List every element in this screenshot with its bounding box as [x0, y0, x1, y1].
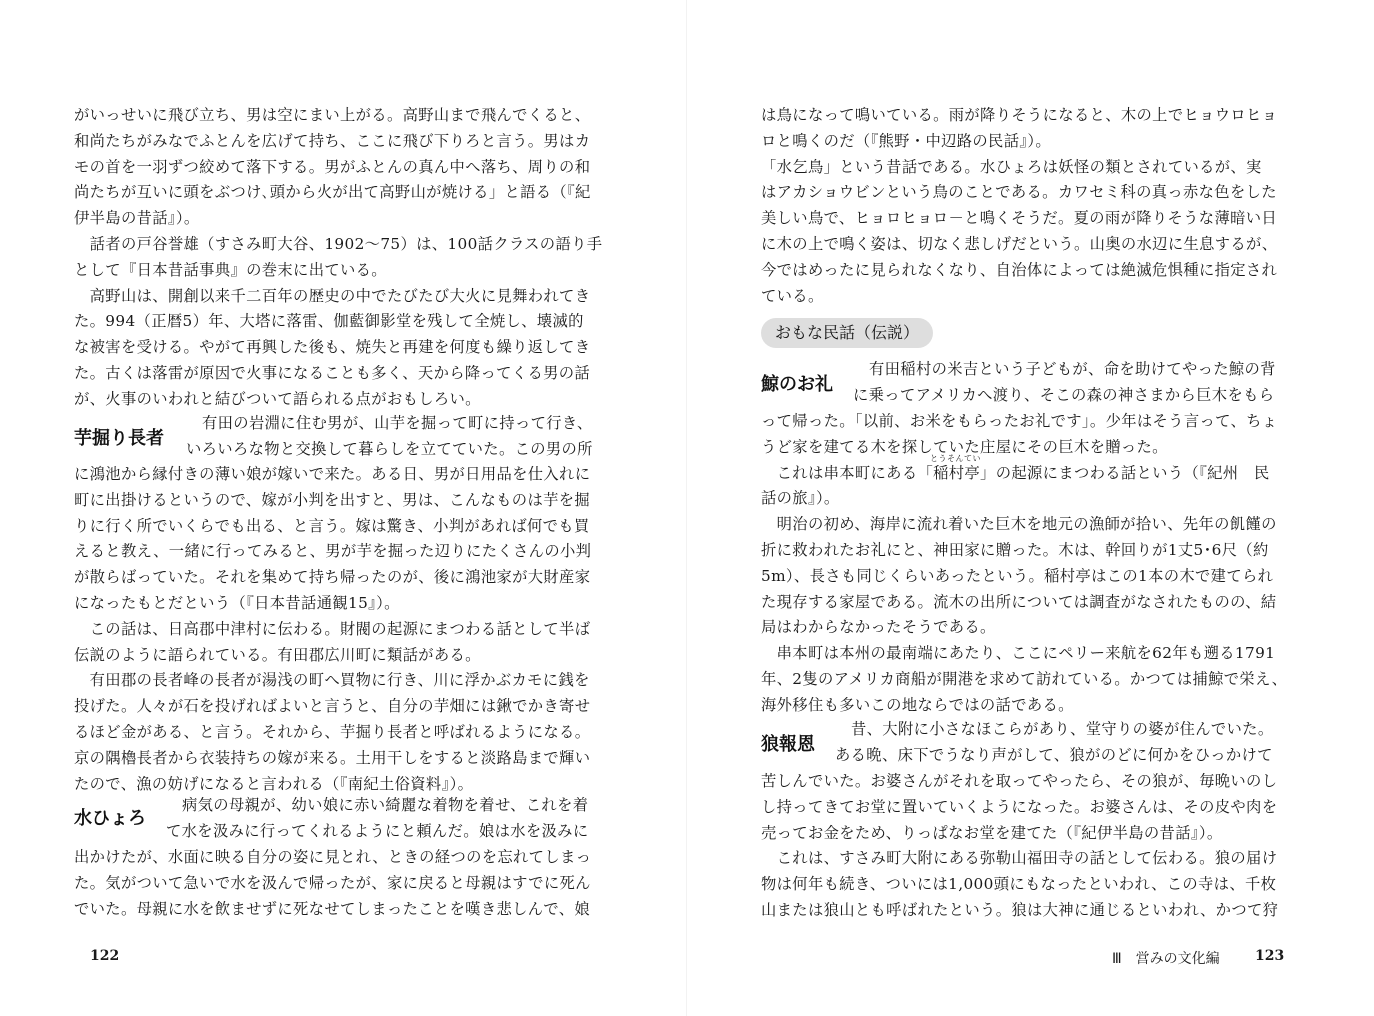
text-line: ている。	[761, 286, 824, 305]
text-line: な被害を受ける。やがて再興した後も、焼失と再建を何度も繰り返してき	[74, 338, 591, 357]
text-line: 尚たちが互いに頭をぶつけ､頭から火が出て高野山が焼ける」と語る（『紀	[74, 183, 591, 202]
text-line: て水を汲みに行ってくれるようにと頼んだ。娘は水を汲みに	[166, 822, 589, 840]
text-line: 今ではめったに見られなくなり、自治体によっては絶滅危惧種に指定され	[761, 260, 1278, 279]
ruby-annotation: とうそんてい	[930, 454, 981, 463]
text-line: 町に出掛けるというので、嫁が小判を出すと、男は、こんなものは芋を掘	[74, 490, 591, 509]
text-line: が散らばっていた。それを集めて持ち帰ったのが、後に鴻池家が大財産家	[74, 568, 591, 587]
text-line: が、火事のいわれと結びついて語られる点がおもしろい。	[74, 389, 481, 408]
text-line: 串本町は本州の最南端にあたり、ここにペリー来航を62年も遡る1791	[761, 644, 1276, 663]
text-line: これは串本町にある「稲村亭」の起源にまつわる話という（『紀州 民	[761, 463, 1270, 482]
text-line: 話者の戸谷誉雄（すさみ町大谷、1902～75）は、100話クラスの語り手	[74, 235, 603, 253]
text-line: でいた。母親に水を飲ませずに死なせてしまったことを嘆き悲しんで、娘	[74, 899, 591, 918]
footer-section-title: Ⅲ 営みの文化編	[1112, 951, 1220, 967]
text-line: えると教え、一緒に行ってみると、男が芋を掘った辺りにたくさんの小判	[74, 542, 592, 561]
text-line: た現存する家屋である。流木の出所については調査がなされたものの、結	[761, 592, 1277, 611]
text-line: いろいろな物と交換して暮らしを立てていた。この男の所	[186, 440, 593, 458]
text-line: 話の旅』）。	[761, 489, 840, 508]
heading-mizuhyoro: 水ひょろ	[74, 808, 146, 829]
text-line: 物は何年も続き、ついには1,000頭にもなったといわれ、この寺は、千枚	[761, 875, 1277, 894]
text-line: 有田郡の長者峰の長者が湯浅の町へ買物に行き、川に浮かぶカモに銭を	[74, 671, 590, 690]
text-line: この話は、日高郡中津村に伝わる。財閥の起源にまつわる話として半ば	[74, 619, 591, 638]
text-line: 高野山は、開創以来千二百年の歴史の中でたびたび大火に見舞われてき	[74, 286, 591, 305]
text-line: るほど金がある、と言う。それから、芋掘り長者と呼ばれるようになる。	[74, 723, 591, 741]
text-line: がいっせいに飛び立ち、男は空にまい上がる。高野山まで飛んでくると、	[74, 106, 591, 124]
page-number: 123	[1255, 948, 1285, 964]
text-line: し持ってきてお堂に置いていくようになった。お婆さんは、その皮や肉を	[761, 797, 1278, 816]
text-line: 山または狼山とも呼ばれたという。狼は大神に通じるといわれ、かつて狩	[761, 901, 1279, 919]
text-line: 「水乞鳥」という昔話である。水ひょろは妖怪の類とされているが、実	[761, 157, 1262, 176]
text-line: 昔、大附に小さなほこらがあり、堂守りの婆が住んでいた。	[851, 720, 1274, 738]
text-line: 伝説のように語られている。有田郡広川町に類話がある。	[74, 645, 481, 664]
text-line: に鴻池から縁付きの薄い娘が嫁いで来た。ある日、男が日用品を仕入れに	[74, 465, 591, 483]
text-line: として『日本昔話事典』の巻末に出ている。	[74, 260, 387, 279]
text-line: 有田稲村の米吉という子どもが、命を助けてやった鯨の背	[869, 360, 1276, 378]
text-line: 海外移住も多いこの地ならではの話である。	[761, 695, 1074, 714]
text-line: た。古くは落雷が原因で火事になることも多く、天から降ってくる男の話	[74, 364, 591, 382]
text-line: 伊半島の昔話』）。	[74, 209, 200, 228]
text-line: た。994（正暦5）年、大塔に落雷、伽藍御影堂を残して全焼し、壊滅的	[74, 312, 584, 331]
text-line: に乗ってアメリカへ渡り、そこの森の神さまから巨木をもら	[853, 386, 1275, 404]
text-line: 売ってお金をため、りっぱなお堂を建てた（『紀伊半島の昔話』）。	[761, 823, 1223, 842]
text-line: ロと鳴くのだ（『熊野・中辺路の民話』）。	[761, 131, 1051, 150]
text-line: 出かけたが、水面に映る自分の姿に見とれ、ときの経つのを忘れてしまっ	[74, 848, 592, 866]
text-line: 京の隅櫓長者から衣装持ちの嫁が来る。土用干しをすると淡路島まで輝い	[74, 748, 591, 767]
text-line: 投げた。人々が石を投げればよいと言うと、自分の芋畑には鍬でかき寄せ	[74, 697, 591, 716]
text-line: モの首を一羽ずつ絞めて落下する。男がふとんの真ん中へ落ち、周りの和	[74, 157, 591, 176]
text-line: たので、漁の妨げになると言われる（『南紀土俗資料』）。	[74, 774, 474, 793]
text-line: 折に救われたお礼にと、神田家に贈った。木は、幹回りが1丈5･6尺（約	[761, 541, 1269, 559]
text-line: 苦しんでいた。お婆さんがそれを取ってやったら、その狼が、毎晩いのし	[761, 772, 1278, 790]
text-line: 年、2隻のアメリカ商船が開港を求めて訪れている。かつては捕鯨で栄え、	[761, 670, 1288, 688]
heading-imohori-choja: 芋掘り長者	[74, 428, 164, 449]
text-line: 和尚たちがみなでふとんを広げて持ち、ここに飛び下りろと言う。男はカ	[74, 131, 591, 150]
text-line: りに行く所でいくらでも出る、と言う。嫁は驚き、小判があれば何でも買	[74, 516, 590, 535]
text-line: 明治の初め、海岸に流れ着いた巨木を地元の漁師が拾い、先年の飢饉の	[761, 515, 1277, 534]
section-label-pill: おもな民話（伝説）	[761, 318, 933, 348]
text-line: 病気の母親が、幼い娘に赤い綺麗な着物を着せ、これを着	[182, 796, 589, 814]
text-line: ある晩、床下でうなり声がして、狼がのどに何かをひっかけて	[835, 746, 1273, 764]
text-line: これは、すさみ町大附にある弥勒山福田寺の話として伝わる。狼の届け	[761, 849, 1278, 868]
text-line: って帰った。「以前、お米をもらったお礼です」。少年はそう言って、ちょ	[761, 412, 1278, 430]
text-line: は鳥になって鳴いている。雨が降りそうになると、木の上でヒョウロヒョ	[761, 106, 1278, 124]
heading-okami-hoon: 狼報恩	[761, 734, 815, 755]
text-line: はアカショウビンという鳥のことである。カワセミ科の真っ赤な色をした	[761, 183, 1277, 202]
text-line: 有田の岩淵に住む男が、山芋を掘って町に持って行き、	[202, 414, 593, 432]
text-line: た。気がついて急いで水を汲んで帰ったが、家に戻ると母親はすでに死ん	[74, 873, 591, 892]
text-line: 美しい鳥で、ヒョロヒョロ－と鳴くそうだ。夏の雨が降りそうな薄暗い日	[761, 209, 1278, 228]
page-number: 122	[90, 948, 120, 964]
text-line: 5m）、長さも同じくらいあったという。稲村亭はこの1本の木で建てられ	[761, 566, 1274, 585]
text-line: に木の上で鳴く姿は、切なく悲しげだという。山奥の水辺に生息するが、	[761, 235, 1278, 253]
heading-kujira-no-orei: 鯨のお礼	[761, 374, 833, 395]
text-line: になったもとだという（『日本昔話通観15』）。	[74, 594, 400, 612]
right-page	[687, 0, 1374, 1016]
text-line: 局はわからなかったそうである。	[761, 618, 996, 637]
text-line: うど家を建てる木を探していた庄屋にその巨木を贈った。	[761, 437, 1168, 456]
